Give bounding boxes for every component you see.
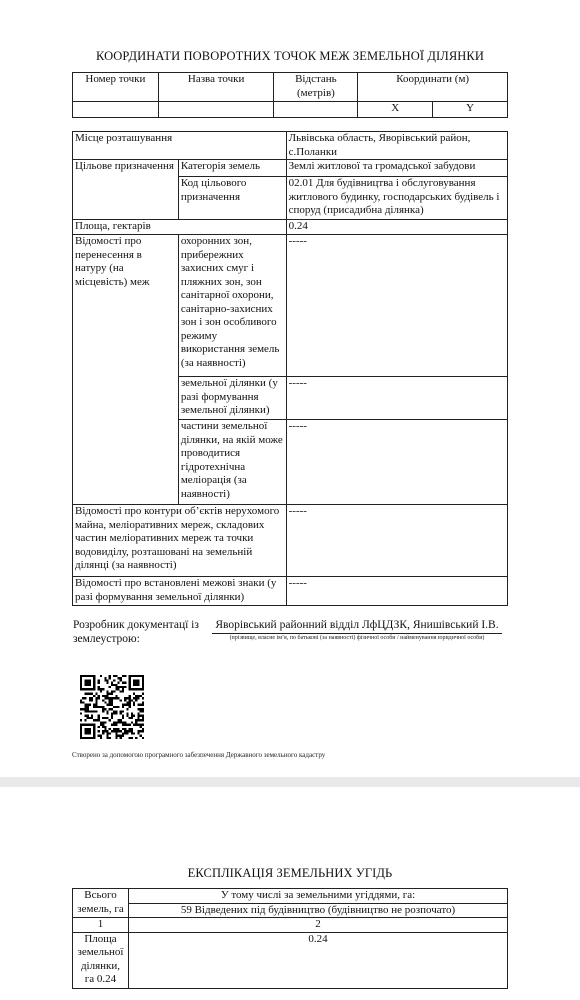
explication-table (72, 888, 508, 989)
category-value: Землі житлової та громадської забудови (286, 160, 507, 177)
col-number-1: 1 (73, 918, 129, 933)
signs-value: ----- (286, 577, 507, 606)
header-y: Y (433, 102, 508, 118)
land-type: 59 Відведених під будівництво (будівництво не розпочато) (128, 903, 507, 918)
signs-label: Відомості про встановлені межові знаки (у разі формування земельної ділянки) (73, 577, 287, 606)
header-coordinates: Координати (м) (358, 73, 508, 102)
explication-title: ЕКСПЛІКАЦІЯ ЗЕМЕЛЬНИХ УГІДЬ (187, 866, 393, 880)
col-number-2: 2 (128, 918, 507, 933)
header-x: X (358, 102, 433, 118)
transfer-label: Відомості про перенесення в натуру (на місцевість) меж (73, 235, 179, 505)
total-header: Всього земель, га (73, 889, 129, 918)
contours-label: Відомості про контури об’єктів нерухомого майна, меліоративних мереж, складових частин меліоративних мереж та точки водовиділу, розташовані на земельній ділянці (за наявності) (73, 505, 287, 577)
area-value: 0.24 (286, 220, 507, 235)
header-distance: Відстань (метрів) (274, 73, 358, 102)
code-label: Код цільового призначення (178, 177, 286, 220)
empty-cell (73, 102, 159, 118)
coordinates-title: КООРДИНАТИ ПОВОРОТНИХ ТОЧОК МЕЖ ЗЕМЕЛЬНОЇ ДІЛЯНКИ (96, 49, 484, 63)
location-label: Місце розташування (73, 132, 287, 160)
area-row-value: 0.24 (128, 932, 507, 988)
developer-caption: (прізвище, власне ім’я, по батькові (за наявності) фізичної особи / найменування юридичної особи) (229, 635, 485, 641)
zones-label: охоронних зон, прибережних захисних смуг і пляжних зон, зон санітарної охорони, санітарно-захисних зон і зон особливого режиму використання земель (за наявності) (178, 235, 286, 377)
area-row-label: Площа земельної ділянки, га 0.24 (73, 932, 129, 988)
plot-label: земельної ділянки (у разі формування земельної ділянки) (178, 377, 286, 420)
plot-value: ----- (286, 377, 507, 420)
part-value: ----- (286, 420, 507, 505)
category-label: Категорія земель (178, 160, 286, 177)
developer-value: Яворівський районний відділ ЛфЦДЗК, Янишівський І.В. (215, 619, 499, 631)
empty-cell (158, 102, 274, 118)
code-value: 02.01 Для будівництва і обслуговування житлового будинку, господарських будівель і споруд (присадибна ділянка) (286, 177, 507, 220)
area-label: Площа, гектарів (73, 220, 287, 235)
qr-code-icon (80, 675, 144, 739)
header-point-name: Назва точки (158, 73, 274, 102)
plot-info-table (72, 131, 508, 606)
contours-value: ----- (286, 505, 507, 577)
including-header: У тому числі за земельними угіддями, га: (128, 889, 507, 904)
purpose-label: Цільове призначення (73, 160, 179, 220)
header-point-number: Номер точки (73, 73, 159, 102)
footer-note: Створено за допомогою програмного забезпечення Державного земельного кадастру (72, 751, 326, 759)
part-label: частини земельної ділянки, на якій може проводитися гідротехнічна меліорація (за наявності) (178, 420, 286, 505)
location-value: Львівська область, Яворівський район, с.Поланки (286, 132, 507, 160)
zones-value: ----- (286, 235, 507, 377)
coordinates-table (72, 72, 508, 118)
developer-label: Розробник документацї із землеустрою: (73, 619, 199, 645)
empty-cell (274, 102, 358, 118)
